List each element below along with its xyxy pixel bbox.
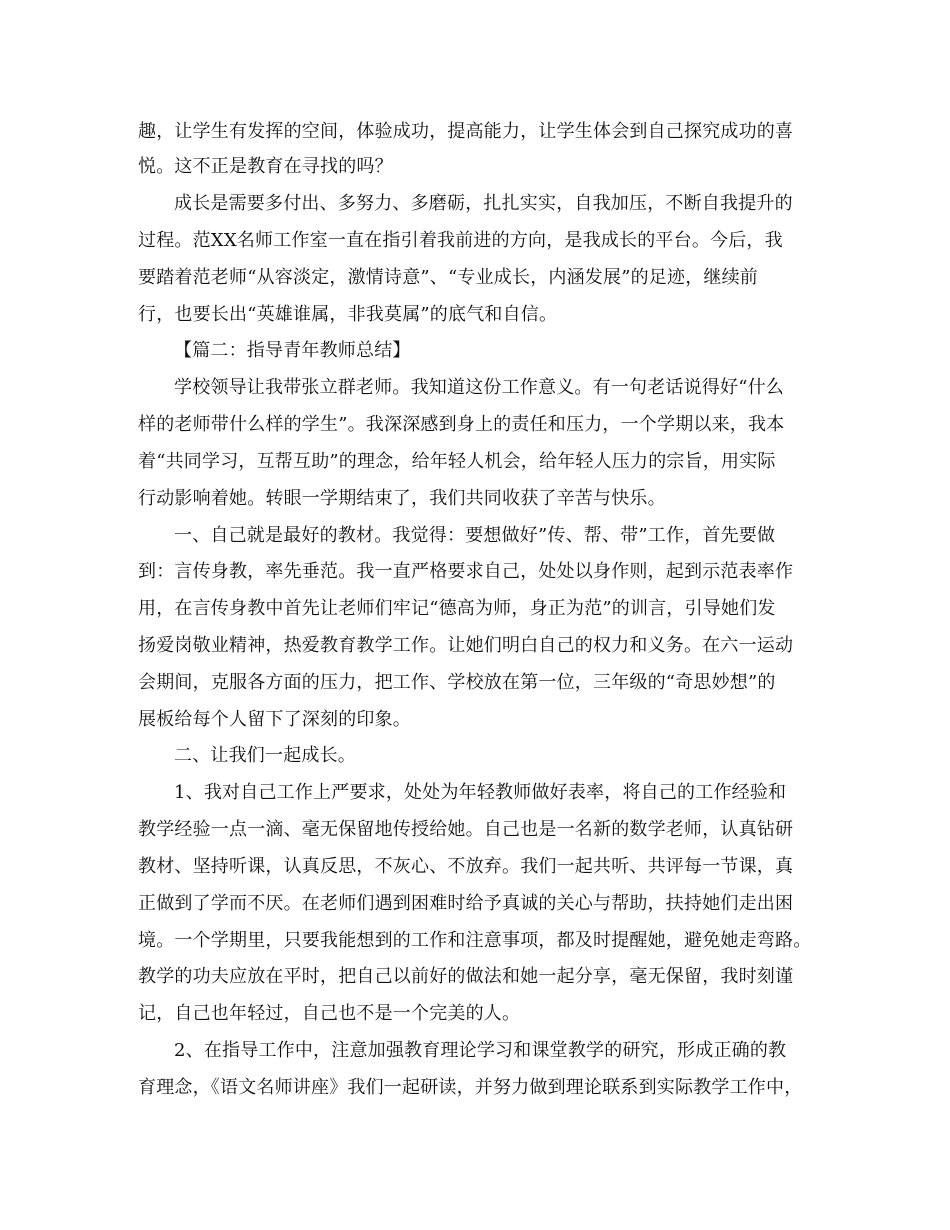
text-line: 着“共同学习，互帮互助”的理念，给年轻人机会，给年轻人压力的宗旨，用实际: [138, 451, 776, 472]
text-line: 用，在言传身教中首先让老师们牢记“德高为师，身正为范”的训言，引导她们发: [138, 598, 776, 619]
paragraph-start: 学校领导让我带张立群老师。我知道这份工作意义。有一句老话说得好“什么: [174, 377, 784, 398]
text-line: 教学的功夫应放在平时，把自己以前好的做法和她一起分享，毫无保留，我时刻谨: [138, 966, 794, 987]
text-line: 记，自己也年轻过，自己也不是一个完美的人。: [138, 1003, 521, 1024]
text-line: 展板给每个人留下了深刻的印象。: [138, 709, 411, 730]
paragraph-start: 成长是需要多付出、多努力、多磨砺，扎扎实实，自我加压，不断自我提升的: [174, 193, 793, 214]
paragraph-start: 2、在指导工作中，注意加强教育理论学习和课堂教学的研究，形成正确的教: [174, 1040, 787, 1061]
text-line: 行动影响着她。转眼一学期结束了，我们共同收获了辛苦与快乐。: [138, 488, 666, 509]
text-line: 样的老师带什么样的学生”。我深深感到身上的责任和压力，一个学期以来，我本: [138, 414, 785, 435]
text-line: 教学经验一点一滴、毫无保留地传授给她。自己也是一名新的数学老师，认真钻研: [138, 819, 794, 840]
text-line: 育理念，《语文名师讲座》我们一起研读，并努力做到理论联系到实际教学工作中，: [138, 1077, 803, 1098]
paragraph-start: 1、我对自己工作上严要求，处处为年轻教师做好表率，将自己的工作经验和: [174, 782, 787, 803]
text-line: 过程。范XX名师工作室一直在指引着我前进的方向，是我成长的平台。今后，我: [138, 230, 783, 251]
section-subheading: 二、让我们一起成长。: [174, 745, 356, 766]
text-line: 会期间，克服各方面的压力，把工作、学校放在第一位，三年级的“奇思妙想”的: [138, 672, 776, 693]
text-line: 趣，让学生有发挥的空间，体验成功，提高能力，让学生体会到自己探究成功的喜: [138, 121, 794, 142]
text-line: 悦。这不正是教育在寻找的吗？: [138, 156, 393, 177]
text-line: 行，也要长出“英雄谁属，非我莫属”的底气和自信。: [138, 304, 558, 325]
text-line: 境。一个学期里，只要我能想到的工作和注意事项，都及时提醒她，避免她走弯路。: [138, 930, 812, 951]
section-heading: 【篇二：指导青年教师总结】: [174, 340, 411, 361]
text-line: 要踏着范老师“从容淡定，激情诗意”、“专业成长，内涵发展”的足迹，继续前: [138, 267, 759, 288]
text-line: 到：言传身教，率先垂范。我一直严格要求自己，处处以身作则，起到示范表率作: [138, 561, 794, 582]
paragraph-start: 一、自己就是最好的教材。我觉得：要想做好”传、帮、带”工作，首先要做: [174, 525, 776, 546]
text-line: 教材、坚持听课，认真反思，不灰心、不放弃。我们一起共听、共评每一节课，真: [138, 856, 794, 877]
text-line: 扬爱岗敬业精神，热爱教育教学工作。让她们明白自己的权力和义务。在六一运动: [138, 635, 794, 656]
text-line: 正做到了学而不厌。在老师们遇到困难时给予真诚的关心与帮助，扶持她们走出困: [138, 893, 794, 914]
